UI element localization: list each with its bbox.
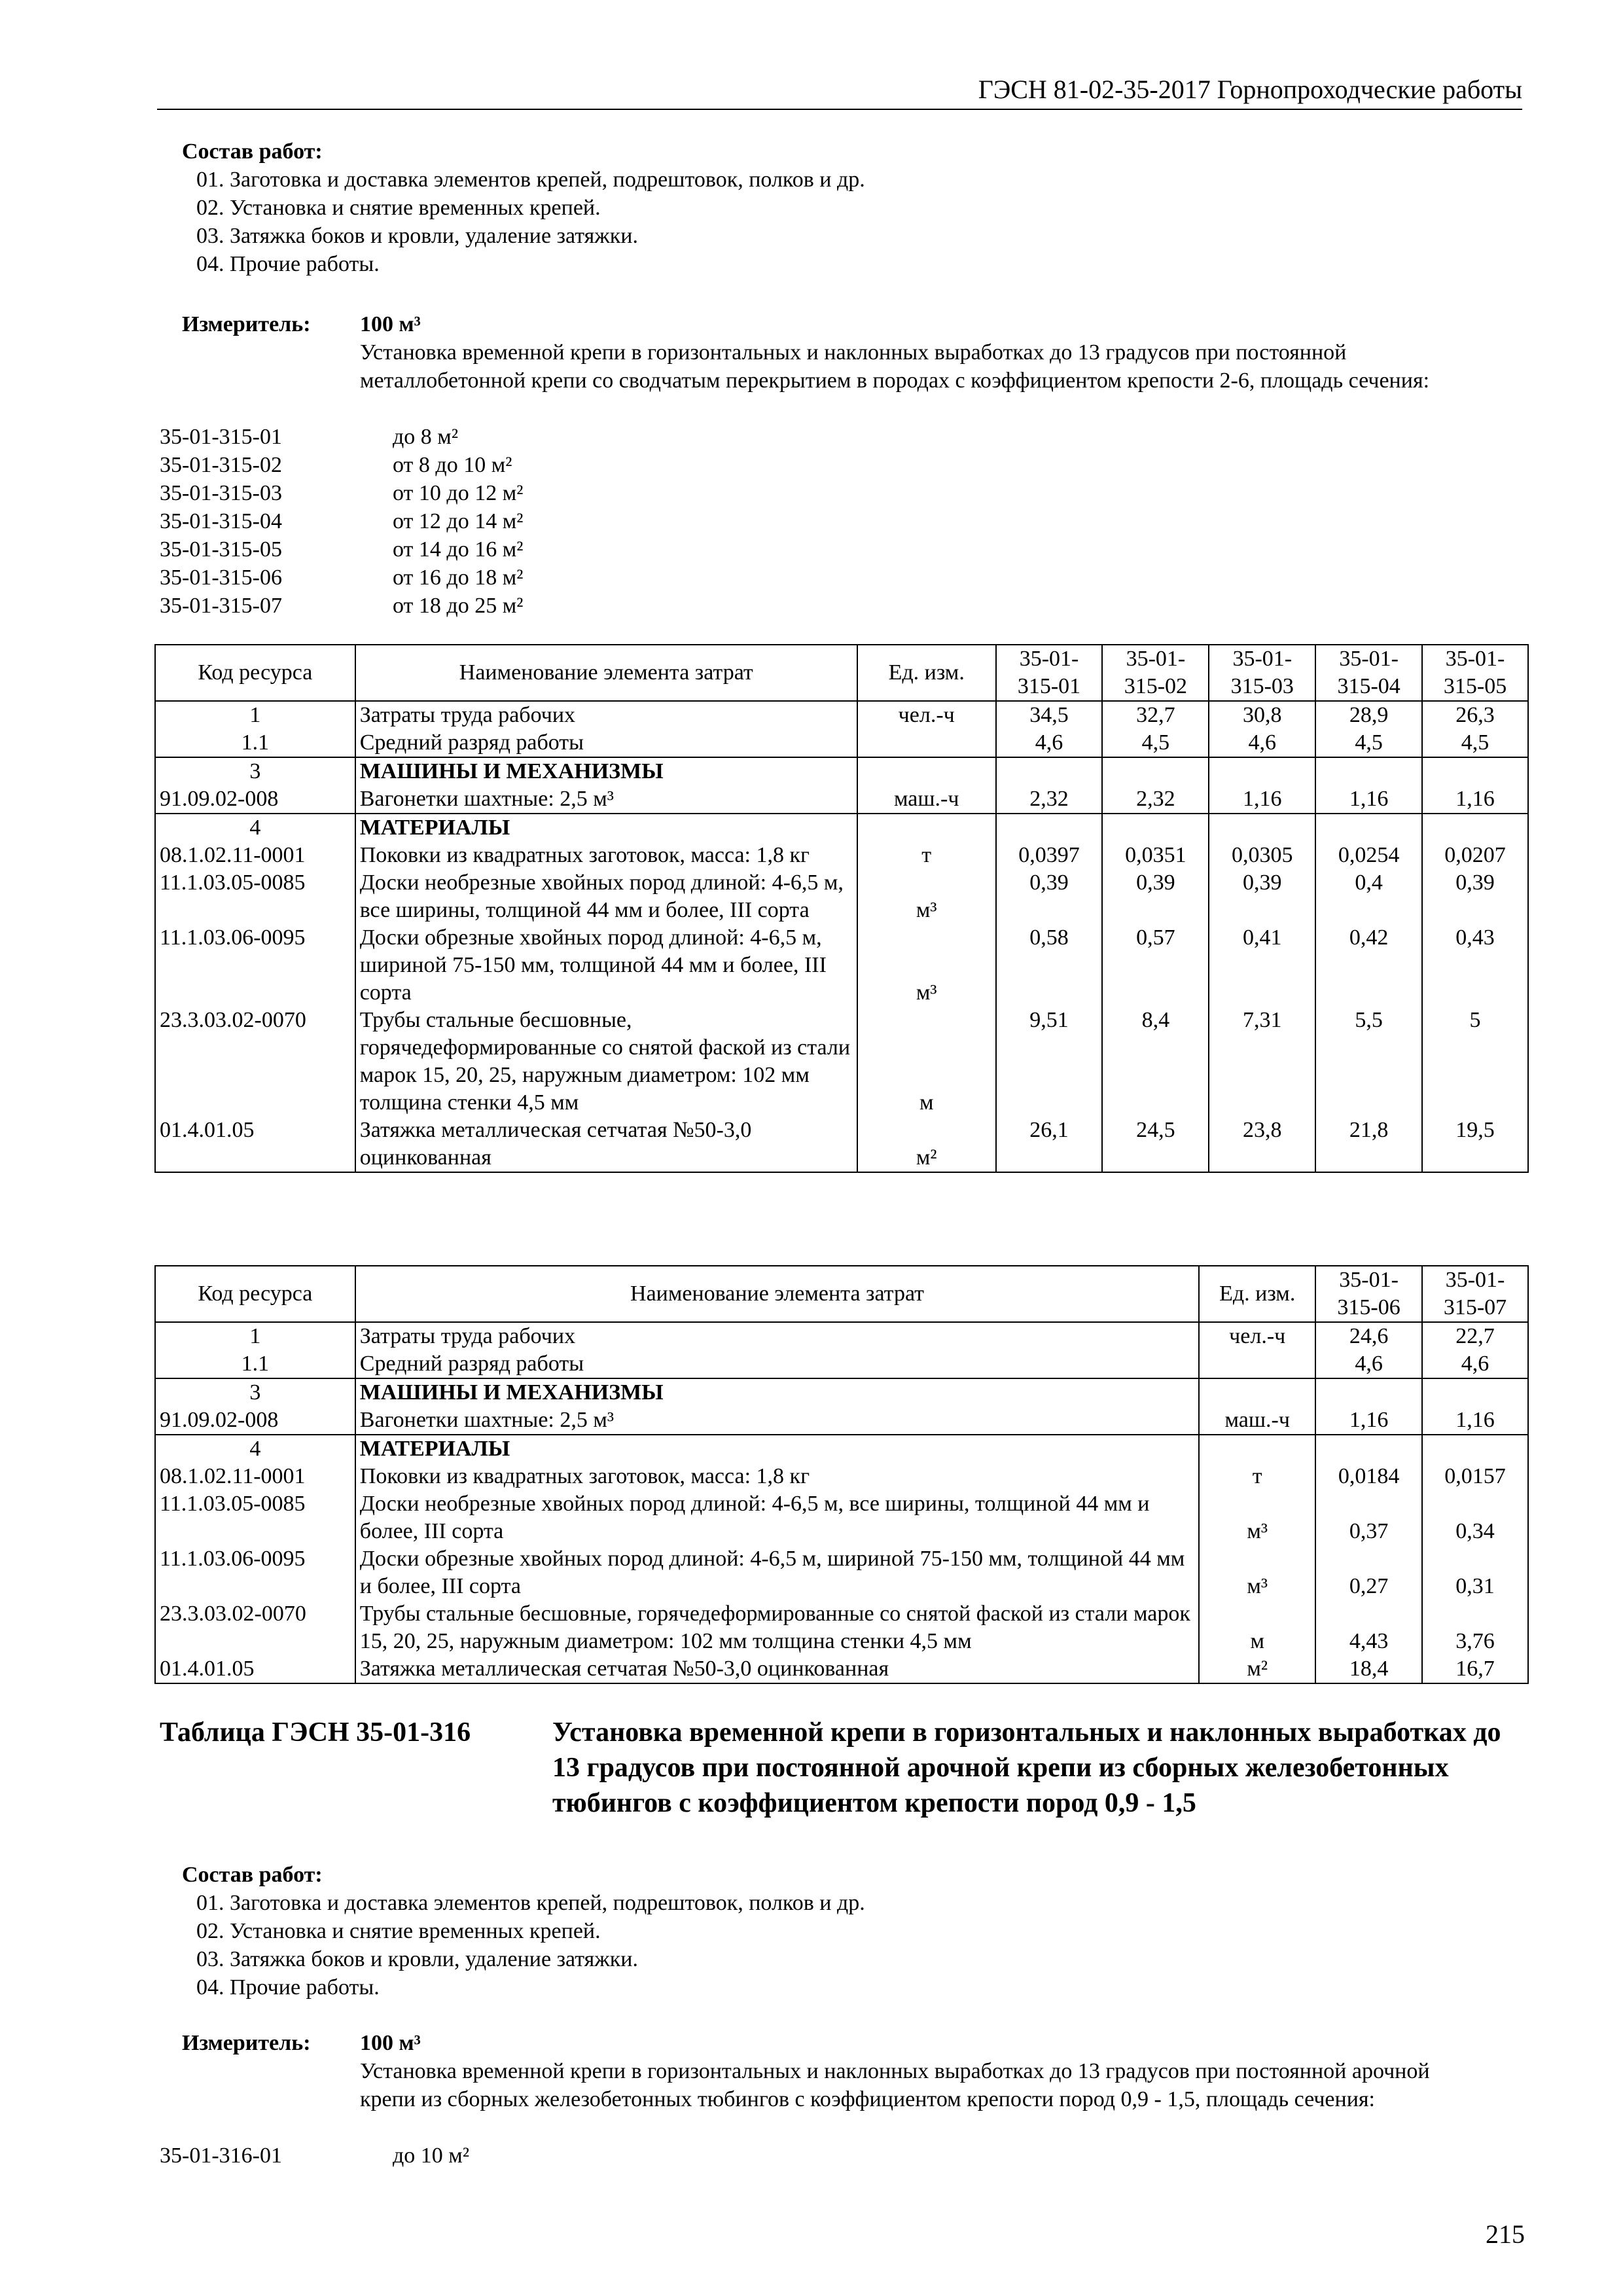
value-cell: 0,0351 <box>1102 842 1209 869</box>
header-cell: 35-01- 315-06 <box>1315 1266 1422 1322</box>
value-cell: 0,39 <box>1102 869 1209 924</box>
value-cell: 1,16 <box>1209 785 1315 814</box>
unit-cell <box>1199 1435 1315 1463</box>
norm-range: от 12 до 14 м² <box>393 509 524 533</box>
resource-code-cell: 11.1.03.05-0085 <box>155 869 355 924</box>
value-cell: 0,0305 <box>1209 842 1315 869</box>
composition-list <box>160 1889 1534 2001</box>
norm-code: 35-01-315-01 <box>160 425 282 449</box>
table-316-label: Таблица ГЭСН 35-01-316 <box>160 1717 471 1748</box>
resource-name-cell: Средний разряд работы <box>355 729 857 757</box>
value-cell <box>1422 814 1528 842</box>
table-row <box>155 869 1528 924</box>
value-cell: 1,16 <box>1315 1407 1422 1435</box>
composition-item: 04. Прочие работы. <box>196 1975 380 2000</box>
table-row <box>155 757 1528 785</box>
measure-description-315: Установка временной крепи в горизонтальных и наклонных выработках до 13 градусов при постоянной металлобетонной крепи со сводчатым перекрытием в породах с коэффициентом крепости 2-6, площадь сечения: <box>360 340 1430 393</box>
measure-label: Измеритель: <box>182 312 311 336</box>
composition-list <box>160 166 1534 278</box>
value-cell <box>1422 1435 1528 1463</box>
header-cell: Ед. изм. <box>1199 1266 1315 1322</box>
value-cell: 4,5 <box>1102 729 1209 757</box>
value-cell: 8,4 <box>1102 1007 1209 1117</box>
unit-cell: м³ <box>857 924 996 1007</box>
value-cell: 4,6 <box>1315 1350 1422 1378</box>
page-number: 215 <box>1486 2219 1525 2249</box>
value-cell: 2,32 <box>1102 785 1209 814</box>
value-cell: 26,1 <box>996 1117 1103 1172</box>
running-header: ГЭСН 81-02-35-2017 Горнопроходческие работы <box>157 73 1522 110</box>
resource-code-cell: 1.1 <box>155 1350 355 1378</box>
value-cell: 34,5 <box>996 701 1103 729</box>
resource-code-cell: 11.1.03.06-0095 <box>155 1545 355 1600</box>
norm-range: до 10 м² <box>393 2144 470 2168</box>
resource-name-cell: Трубы стальные бесшовные, горячедеформированные со снятой фаской из стали марок 15, 20, 25, наружным диаметром: 102 мм толщина стенки 4,5 мм <box>355 1007 857 1117</box>
code-list-316 <box>160 2142 469 2170</box>
norm-code: 35-01-315-05 <box>160 537 282 562</box>
value-cell: 0,41 <box>1209 924 1315 1007</box>
value-cell: 0,0207 <box>1422 842 1528 869</box>
value-cell <box>996 814 1103 842</box>
resource-table-2 <box>154 1265 1529 1684</box>
unit-cell: м <box>857 1007 996 1117</box>
value-cell: 16,7 <box>1422 1655 1528 1683</box>
composition-block-316 <box>160 1861 1534 2001</box>
header-cell: 35-01- 315-02 <box>1102 645 1209 701</box>
value-cell: 30,8 <box>1209 701 1315 729</box>
value-cell: 4,5 <box>1422 729 1528 757</box>
composition-item: 02. Установка и снятие временных крепей. <box>196 1919 601 1943</box>
resource-code-cell: 3 <box>155 757 355 785</box>
resource-name-cell: Вагонетки шахтные: 2,5 м³ <box>355 785 857 814</box>
measure-description-316: Установка временной крепи в горизонтальных и наклонных выработках до 13 градусов при постоянной арочной крепи из сборных железобетонных тюбингов с коэффициентом крепости пород 0,9 - 1,5, площадь сечения: <box>360 2059 1430 2111</box>
value-cell <box>1102 814 1209 842</box>
value-cell: 0,58 <box>996 924 1103 1007</box>
value-cell <box>1422 757 1528 785</box>
value-cell <box>1315 1435 1422 1463</box>
table-row <box>155 814 1528 842</box>
value-cell <box>1422 1378 1528 1407</box>
table-row <box>155 842 1528 869</box>
resource-name-cell: Затраты труда рабочих <box>355 1322 1200 1350</box>
table-row <box>155 1007 1528 1117</box>
value-cell: 18,4 <box>1315 1655 1422 1683</box>
resource-code-cell: 3 <box>155 1378 355 1407</box>
value-cell: 0,27 <box>1315 1545 1422 1600</box>
composition-item: 01. Заготовка и доставка элементов крепей, подрештовок, полков и др. <box>196 168 865 192</box>
header-cell: Код ресурса <box>155 645 355 701</box>
table-row <box>155 924 1528 1007</box>
value-cell: 1,16 <box>1422 1407 1528 1435</box>
table-row <box>155 1407 1528 1435</box>
unit-cell <box>857 814 996 842</box>
table-row <box>155 729 1528 757</box>
value-cell: 0,0157 <box>1422 1463 1528 1490</box>
value-cell: 5,5 <box>1315 1007 1422 1117</box>
value-cell: 28,9 <box>1315 701 1422 729</box>
code-list-315 <box>160 423 523 620</box>
table-316-title: Установка временной крепи в горизонтальных и наклонных выработках до 13 градусов при постоянной арочной крепи из сборных железобетонных тюбингов с коэффициентом крепости пород 0,9 - 1,5 <box>552 1717 1501 1818</box>
resource-code-cell: 1.1 <box>155 729 355 757</box>
resource-name-cell: МАШИНЫ И МЕХАНИЗМЫ <box>355 1378 1200 1407</box>
value-cell: 24,5 <box>1102 1117 1209 1172</box>
norm-range: от 16 до 18 м² <box>393 565 524 590</box>
value-cell: 0,31 <box>1422 1545 1528 1600</box>
value-cell: 32,7 <box>1102 701 1209 729</box>
composition-block-315 <box>160 137 1534 278</box>
unit-cell: м² <box>857 1117 996 1172</box>
value-cell: 0,57 <box>1102 924 1209 1007</box>
value-cell: 0,39 <box>996 869 1103 924</box>
value-cell: 0,39 <box>1209 869 1315 924</box>
resource-code-cell: 1 <box>155 1322 355 1350</box>
value-cell: 0,0254 <box>1315 842 1422 869</box>
table-row <box>155 1655 1528 1683</box>
table-row <box>155 1600 1528 1655</box>
composition-item: 02. Установка и снятие временных крепей. <box>196 196 601 220</box>
value-cell: 24,6 <box>1315 1322 1422 1350</box>
unit-cell: м³ <box>857 869 996 924</box>
value-cell: 0,4 <box>1315 869 1422 924</box>
table-body <box>155 1322 1528 1683</box>
resource-code-cell: 11.1.03.05-0085 <box>155 1490 355 1545</box>
resource-code-cell: 4 <box>155 1435 355 1463</box>
value-cell: 22,7 <box>1422 1322 1528 1350</box>
value-cell: 0,0184 <box>1315 1463 1422 1490</box>
resource-code-cell: 4 <box>155 814 355 842</box>
unit-cell: м² <box>1199 1655 1315 1683</box>
value-cell: 0,43 <box>1422 924 1528 1007</box>
composition-item: 04. Прочие работы. <box>196 252 380 276</box>
resource-code-cell: 08.1.02.11-0001 <box>155 1463 355 1490</box>
table-row <box>155 1117 1528 1172</box>
table-row <box>155 1490 1528 1545</box>
value-cell: 1,16 <box>1315 785 1422 814</box>
measure-label: Измеритель: <box>182 2031 311 2055</box>
norm-range: от 10 до 12 м² <box>393 481 524 505</box>
norm-range: от 14 до 16 м² <box>393 537 524 562</box>
value-cell: 7,31 <box>1209 1007 1315 1117</box>
resource-name-cell: Поковки из квадратных заготовок, масса: 1,8 кг <box>355 842 857 869</box>
table-row <box>155 701 1528 729</box>
header-cell: Ед. изм. <box>857 645 996 701</box>
header-cell: 35-01- 315-04 <box>1315 645 1422 701</box>
unit-cell: маш.-ч <box>1199 1407 1315 1435</box>
resource-code-cell: 23.3.03.02-0070 <box>155 1600 355 1655</box>
value-cell: 4,43 <box>1315 1600 1422 1655</box>
measure-block-316 <box>160 2029 1534 2057</box>
resource-name-cell: МАТЕРИАЛЫ <box>355 1435 1200 1463</box>
composition-item: 03. Затяжка боков и кровли, удаление затяжки. <box>196 1947 638 1971</box>
value-cell: 5 <box>1422 1007 1528 1117</box>
resource-name-cell: Затяжка металлическая сетчатая №50-3,0 оцинкованная <box>355 1117 857 1172</box>
resource-code-cell: 23.3.03.02-0070 <box>155 1007 355 1117</box>
value-cell <box>1315 757 1422 785</box>
norm-code: 35-01-315-06 <box>160 565 282 590</box>
value-cell <box>1209 814 1315 842</box>
header-cell: 35-01- 315-01 <box>996 645 1103 701</box>
resource-name-cell: Затраты труда рабочих <box>355 701 857 729</box>
value-cell: 19,5 <box>1422 1117 1528 1172</box>
value-cell <box>996 757 1103 785</box>
resource-table-1 <box>154 644 1529 1173</box>
table-row <box>155 1322 1528 1350</box>
unit-cell: чел.-ч <box>857 701 996 729</box>
value-cell <box>1315 1378 1422 1407</box>
value-cell: 0,42 <box>1315 924 1422 1007</box>
unit-cell: т <box>1199 1463 1315 1490</box>
resource-name-cell: Доски обрезные хвойных пород длиной: 4-6,5 м, шириной 75-150 мм, толщиной 44 мм и более, III сорта <box>355 1545 1200 1600</box>
resource-name-cell: Затяжка металлическая сетчатая №50-3,0 оцинкованная <box>355 1655 1200 1683</box>
unit-cell: чел.-ч <box>1199 1322 1315 1350</box>
resource-code-cell: 1 <box>155 701 355 729</box>
value-cell: 4,6 <box>1209 729 1315 757</box>
resource-name-cell: Средний разряд работы <box>355 1350 1200 1378</box>
resource-name-cell: МАТЕРИАЛЫ <box>355 814 857 842</box>
unit-cell: маш.-ч <box>857 785 996 814</box>
resource-code-cell: 01.4.01.05 <box>155 1117 355 1172</box>
resource-code-cell: 11.1.03.06-0095 <box>155 924 355 1007</box>
measure-value: 100 м³ <box>360 312 421 336</box>
value-cell: 9,51 <box>996 1007 1103 1117</box>
header-cell: Наименование элемента затрат <box>355 645 857 701</box>
table-row <box>155 1435 1528 1463</box>
value-cell: 0,34 <box>1422 1490 1528 1545</box>
norm-range: от 8 до 10 м² <box>393 453 512 477</box>
header-cell: Наименование элемента затрат <box>355 1266 1200 1322</box>
resource-code-cell: 08.1.02.11-0001 <box>155 842 355 869</box>
resource-name-cell: Доски необрезные хвойных пород длиной: 4-6,5 м, все ширины, толщиной 44 мм и более, III сорта <box>355 1490 1200 1545</box>
composition-item: 01. Заготовка и доставка элементов крепей, подрештовок, полков и др. <box>196 1891 865 1915</box>
value-cell: 0,39 <box>1422 869 1528 924</box>
norm-code: 35-01-315-03 <box>160 481 282 505</box>
table-row <box>155 1378 1528 1407</box>
header-cell: Код ресурса <box>155 1266 355 1322</box>
unit-cell: м³ <box>1199 1545 1315 1600</box>
value-cell: 1,16 <box>1422 785 1528 814</box>
resource-name-cell: Поковки из квадратных заготовок, масса: 1,8 кг <box>355 1463 1200 1490</box>
header-cell: 35-01- 315-03 <box>1209 645 1315 701</box>
value-cell: 0,0397 <box>996 842 1103 869</box>
resource-code-cell: 91.09.02-008 <box>155 1407 355 1435</box>
value-cell: 26,3 <box>1422 701 1528 729</box>
value-cell: 21,8 <box>1315 1117 1422 1172</box>
table-row <box>155 1545 1528 1600</box>
resource-name-cell: Доски обрезные хвойных пород длиной: 4-6,5 м, шириной 75-150 мм, толщиной 44 мм и более, III сорта <box>355 924 857 1007</box>
norm-code: 35-01-315-02 <box>160 453 282 477</box>
composition-title: Состав работ: <box>182 1863 323 1887</box>
resource-name-cell: Доски необрезные хвойных пород длиной: 4-6,5 м, все ширины, толщиной 44 мм и более, III сорта <box>355 869 857 924</box>
value-cell <box>1102 757 1209 785</box>
norm-range: от 18 до 25 м² <box>393 594 524 618</box>
header-cell: 35-01- 315-05 <box>1422 645 1528 701</box>
resource-code-cell: 01.4.01.05 <box>155 1655 355 1683</box>
unit-cell <box>857 757 996 785</box>
measure-block-315 <box>160 310 1534 338</box>
unit-cell <box>1199 1378 1315 1407</box>
value-cell <box>1209 757 1315 785</box>
value-cell <box>1315 814 1422 842</box>
resource-name-cell: Вагонетки шахтные: 2,5 м³ <box>355 1407 1200 1435</box>
value-cell: 2,32 <box>996 785 1103 814</box>
unit-cell: м <box>1199 1600 1315 1655</box>
table-body <box>155 701 1528 1172</box>
value-cell: 3,76 <box>1422 1600 1528 1655</box>
value-cell: 4,6 <box>996 729 1103 757</box>
norm-code: 35-01-316-01 <box>160 2144 282 2168</box>
table-row <box>155 1350 1528 1378</box>
value-cell: 4,6 <box>1422 1350 1528 1378</box>
composition-item: 03. Затяжка боков и кровли, удаление затяжки. <box>196 224 638 248</box>
resource-code-cell: 91.09.02-008 <box>155 785 355 814</box>
resource-name-cell: Трубы стальные бесшовные, горячедеформированные со снятой фаской из стали марок 15, 20, 25, наружным диаметром: 102 мм толщина стенки 4,5 мм <box>355 1600 1200 1655</box>
value-cell: 4,5 <box>1315 729 1422 757</box>
composition-title: Состав работ: <box>182 139 323 164</box>
unit-cell <box>1199 1350 1315 1378</box>
unit-cell <box>857 729 996 757</box>
norm-code: 35-01-315-07 <box>160 594 282 618</box>
measure-value: 100 м³ <box>360 2031 421 2055</box>
resource-name-cell: МАШИНЫ И МЕХАНИЗМЫ <box>355 757 857 785</box>
norm-range: до 8 м² <box>393 425 459 449</box>
norm-code: 35-01-315-04 <box>160 509 282 533</box>
value-cell: 23,8 <box>1209 1117 1315 1172</box>
unit-cell: т <box>857 842 996 869</box>
table-row <box>155 785 1528 814</box>
table-row <box>155 1463 1528 1490</box>
value-cell: 0,37 <box>1315 1490 1422 1545</box>
header-cell: 35-01- 315-07 <box>1422 1266 1528 1322</box>
unit-cell: м³ <box>1199 1490 1315 1545</box>
